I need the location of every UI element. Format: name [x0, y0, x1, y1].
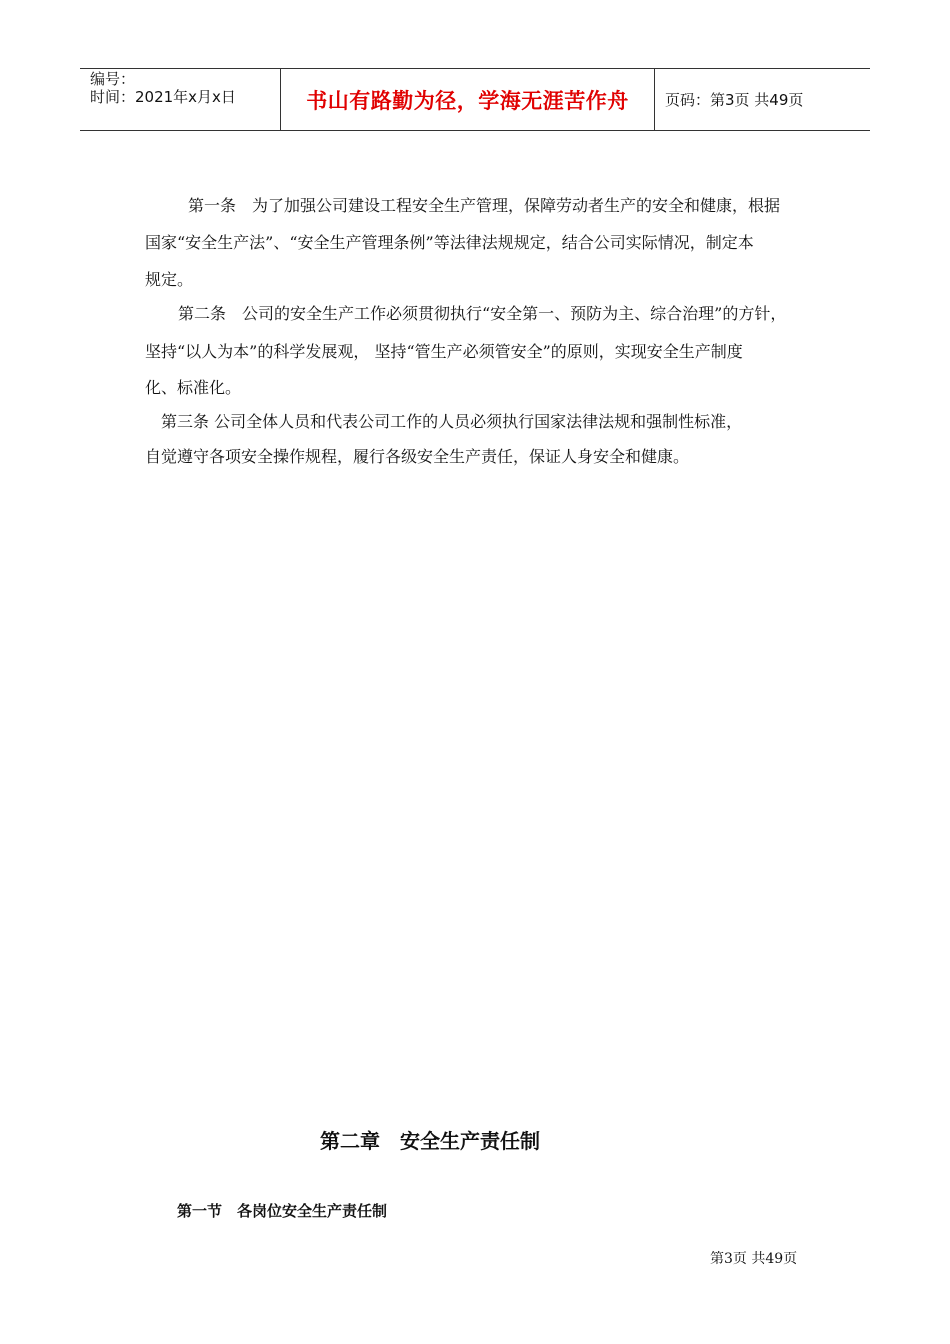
- document-date: 时间：2021年x月x日: [90, 88, 236, 106]
- article-1-line-3: 规定。: [145, 270, 194, 289]
- article-3-line-1: 第三条 公司全体人员和代表公司工作的人员必须执行国家法律法规和强制性标准，: [161, 412, 743, 431]
- document-number-label: 编号：: [90, 70, 136, 88]
- chapter-title: 第二章 安全生产责任制: [320, 1129, 540, 1153]
- header-left-cell: [80, 69, 281, 130]
- article-3-line-2: 自觉遵守各项安全操作规程，履行各级安全生产责任，保证人身安全和健康。: [145, 447, 690, 466]
- header-page-cell: [655, 69, 870, 130]
- page-header: [80, 68, 870, 131]
- article-1-line-2: 国家“安全生产法”、“安全生产管理条例”等法律法规规定，结合公司实际情况，制定本: [145, 233, 754, 252]
- article-2-line-1: 第二条 公司的安全生产工作必须贯彻执行“安全第一、预防为主、综合治理”的方针，: [178, 304, 787, 323]
- section-title: 第一节 各岗位安全生产责任制: [177, 1202, 388, 1220]
- article-1-line-1: 第一条 为了加强公司建设工程安全生产管理，保障劳动者生产的安全和健康，根据: [188, 196, 781, 215]
- page-footer: 第3页 共49页: [710, 1251, 798, 1267]
- article-2-line-2: 坚持“以人为本”的科学发展观， 坚持“管生产必须管安全”的原则，实现安全生产制度: [145, 342, 743, 361]
- motto-text: 书山有路勤为径，学海无涯苦作舟: [306, 88, 629, 113]
- article-2-line-3: 化、标准化。: [145, 378, 242, 397]
- header-page-info: 页码：第3页 共49页: [665, 91, 804, 109]
- header-motto-cell: [281, 69, 655, 130]
